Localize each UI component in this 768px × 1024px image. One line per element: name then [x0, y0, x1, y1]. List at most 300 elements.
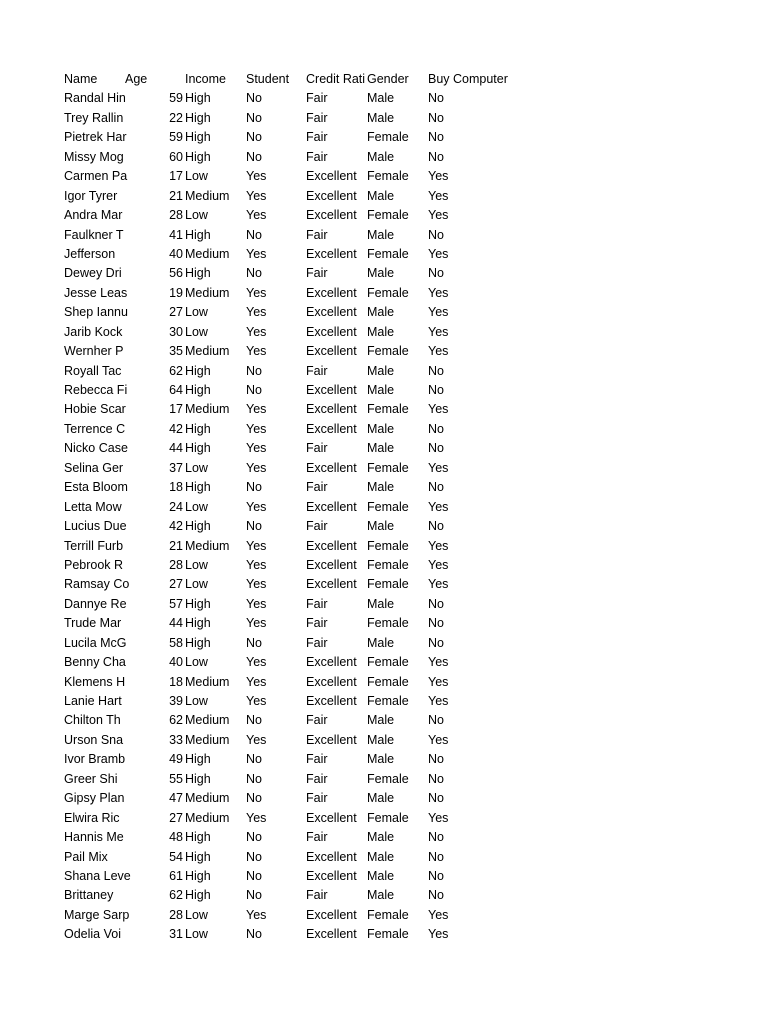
cell-student: Yes — [246, 616, 267, 631]
table-row — [0, 128, 768, 147]
cell-student: No — [246, 868, 262, 883]
cell-name: Hannis Me — [64, 830, 124, 845]
table-row — [0, 303, 768, 322]
cell-student: No — [246, 713, 262, 728]
cell-age: 62 — [169, 363, 183, 378]
table-row — [0, 614, 768, 633]
cell-gender: Female — [367, 927, 409, 942]
cell-gender: Female — [367, 285, 409, 300]
cell-name: Selina Ger — [64, 460, 124, 475]
cell-age: 48 — [169, 830, 183, 845]
cell-gender: Male — [367, 266, 395, 281]
cell-credit-rating: Excellent — [306, 460, 357, 475]
cell-name: Ivor Bramb — [64, 752, 126, 767]
cell-student: Yes — [246, 810, 267, 825]
cell-gender: Male — [367, 752, 395, 767]
cell-age: 27 — [169, 305, 183, 320]
cell-buy-computer: Yes — [428, 499, 449, 514]
cell-income: Medium — [185, 344, 230, 359]
cell-student: Yes — [246, 460, 267, 475]
cell-student: No — [246, 849, 262, 864]
cell-gender: Male — [367, 441, 395, 456]
header-gender: Gender — [367, 72, 409, 86]
cell-name: Trude Mar — [64, 616, 122, 631]
cell-buy-computer: Yes — [428, 694, 449, 708]
cell-gender: Female — [367, 616, 409, 631]
cell-credit-rating: Excellent — [306, 674, 357, 689]
cell-income: Medium — [185, 674, 230, 689]
cell-buy-computer: No — [428, 791, 444, 806]
data-table — [0, 70, 768, 945]
cell-income: Medium — [185, 810, 230, 825]
cell-name: Igor Tyrer — [64, 188, 118, 203]
cell-age: 54 — [169, 849, 183, 864]
cell-age: 49 — [169, 752, 183, 767]
cell-credit-rating: Fair — [306, 616, 328, 631]
table-row — [0, 770, 768, 789]
cell-student: No — [246, 791, 262, 806]
cell-buy-computer: Yes — [428, 324, 449, 339]
table-row — [0, 634, 768, 653]
cell-income: Medium — [185, 713, 230, 728]
cell-age: 44 — [169, 616, 183, 631]
cell-credit-rating: Excellent — [306, 849, 357, 864]
cell-name: Benny Cha — [64, 655, 126, 670]
cell-student: No — [246, 888, 262, 903]
cell-age: 21 — [169, 188, 183, 203]
cell-gender: Female — [367, 694, 409, 708]
cell-credit-rating: Excellent — [306, 208, 357, 223]
cell-gender: Female — [367, 674, 409, 689]
cell-credit-rating: Excellent — [306, 927, 357, 942]
cell-name: Missy Mog — [64, 149, 124, 164]
cell-credit-rating: Fair — [306, 480, 328, 495]
cell-income: High — [185, 830, 211, 845]
cell-buy-computer: Yes — [428, 907, 449, 922]
cell-gender: Male — [367, 596, 395, 611]
cell-gender: Male — [367, 110, 395, 125]
cell-income: High — [185, 130, 211, 145]
cell-income: Medium — [185, 791, 230, 806]
table-row — [0, 653, 768, 672]
cell-credit-rating: Fair — [306, 110, 328, 125]
cell-income: High — [185, 596, 211, 611]
cell-student: Yes — [246, 907, 267, 922]
cell-gender: Female — [367, 344, 409, 359]
cell-student: Yes — [246, 246, 267, 261]
cell-student: No — [246, 130, 262, 145]
cell-credit-rating: Excellent — [306, 538, 357, 553]
cell-credit-rating: Fair — [306, 441, 328, 456]
cell-age: 22 — [169, 110, 183, 125]
cell-buy-computer: Yes — [428, 208, 449, 223]
table-row — [0, 575, 768, 594]
table-row — [0, 167, 768, 186]
cell-student: Yes — [246, 577, 267, 592]
cell-buy-computer: Yes — [428, 577, 449, 592]
cell-age: 24 — [169, 499, 183, 514]
cell-income: High — [185, 421, 211, 436]
cell-income: High — [185, 110, 211, 125]
table-row — [0, 478, 768, 497]
cell-gender: Female — [367, 771, 409, 786]
table-row — [0, 595, 768, 614]
cell-income: High — [185, 888, 211, 903]
cell-gender: Male — [367, 324, 395, 339]
table-body — [0, 89, 768, 944]
cell-student: Yes — [246, 344, 267, 359]
table-row — [0, 420, 768, 439]
cell-name: Dewey Dri — [64, 266, 122, 281]
cell-name: Odelia Voi — [64, 927, 121, 942]
cell-credit-rating: Excellent — [306, 188, 357, 203]
header-buy-computer: Buy Computer — [428, 72, 508, 86]
cell-income: Medium — [185, 402, 230, 417]
cell-buy-computer: Yes — [428, 810, 449, 825]
cell-age: 35 — [169, 344, 183, 359]
cell-name: Brittaney — [64, 888, 114, 903]
cell-student: Yes — [246, 655, 267, 670]
cell-name: Esta Bloom — [64, 480, 128, 495]
cell-buy-computer: No — [428, 868, 444, 883]
cell-buy-computer: Yes — [428, 460, 449, 475]
cell-income: High — [185, 635, 211, 650]
cell-buy-computer: Yes — [428, 674, 449, 689]
cell-gender: Male — [367, 888, 395, 903]
cell-age: 59 — [169, 130, 183, 145]
cell-student: Yes — [246, 188, 267, 203]
table-row — [0, 886, 768, 905]
cell-gender: Male — [367, 868, 395, 883]
cell-gender: Male — [367, 635, 395, 650]
cell-credit-rating: Fair — [306, 363, 328, 378]
cell-buy-computer: Yes — [428, 188, 449, 203]
cell-age: 33 — [169, 732, 183, 747]
cell-credit-rating: Excellent — [306, 285, 357, 300]
cell-income: Low — [185, 169, 208, 184]
cell-credit-rating: Fair — [306, 519, 328, 534]
cell-name: Chilton Th — [64, 713, 121, 728]
cell-income: Low — [185, 655, 208, 670]
cell-gender: Male — [367, 791, 395, 806]
cell-credit-rating: Fair — [306, 266, 328, 281]
cell-student: Yes — [246, 421, 267, 436]
table-row — [0, 848, 768, 867]
cell-name: Jarib Kock — [64, 324, 123, 339]
cell-age: 40 — [169, 655, 183, 670]
cell-buy-computer: No — [428, 635, 444, 650]
cell-buy-computer: No — [428, 130, 444, 145]
cell-name: Andra Mar — [64, 208, 123, 223]
table-row — [0, 731, 768, 750]
cell-credit-rating: Fair — [306, 771, 328, 786]
cell-buy-computer: No — [428, 383, 444, 397]
cell-credit-rating: Excellent — [306, 383, 357, 397]
cell-buy-computer: No — [428, 771, 444, 786]
cell-student: Yes — [246, 324, 267, 339]
header-credit-rating: Credit Rati — [306, 72, 366, 86]
cell-gender: Female — [367, 655, 409, 670]
cell-income: Low — [185, 694, 208, 708]
cell-gender: Male — [367, 188, 395, 203]
cell-buy-computer: No — [428, 752, 444, 767]
cell-credit-rating: Excellent — [306, 810, 357, 825]
cell-credit-rating: Fair — [306, 791, 328, 806]
cell-buy-computer: No — [428, 421, 444, 436]
cell-student: No — [246, 771, 262, 786]
cell-income: High — [185, 441, 211, 456]
cell-income: Medium — [185, 188, 230, 203]
cell-age: 41 — [169, 227, 183, 242]
cell-gender: Female — [367, 169, 409, 184]
cell-name: Greer Shi — [64, 771, 118, 786]
cell-credit-rating: Excellent — [306, 246, 357, 261]
cell-name: Terrence C — [64, 421, 126, 436]
cell-gender: Female — [367, 402, 409, 417]
table-row — [0, 148, 768, 167]
cell-gender: Male — [367, 713, 395, 728]
cell-buy-computer: No — [428, 830, 444, 845]
cell-credit-rating: Excellent — [306, 907, 357, 922]
cell-credit-rating: Fair — [306, 596, 328, 611]
cell-age: 37 — [169, 460, 183, 475]
cell-age: 28 — [169, 557, 183, 572]
cell-age: 61 — [169, 868, 183, 883]
table-row — [0, 342, 768, 361]
cell-credit-rating: Fair — [306, 635, 328, 650]
cell-name: Carmen Pa — [64, 169, 128, 184]
cell-name: Ramsay Co — [64, 577, 130, 592]
cell-gender: Male — [367, 383, 395, 397]
cell-student: No — [246, 519, 262, 534]
cell-credit-rating: Excellent — [306, 344, 357, 359]
cell-name: Faulkner T — [64, 227, 124, 242]
table-row — [0, 439, 768, 458]
table-row — [0, 284, 768, 303]
cell-income: Medium — [185, 285, 230, 300]
cell-credit-rating: Excellent — [306, 655, 357, 670]
cell-gender: Female — [367, 460, 409, 475]
cell-credit-rating: Fair — [306, 227, 328, 242]
cell-student: Yes — [246, 732, 267, 747]
cell-buy-computer: Yes — [428, 169, 449, 184]
cell-name: Marge Sarp — [64, 907, 130, 922]
header-student: Student — [246, 72, 290, 86]
cell-gender: Male — [367, 421, 395, 436]
cell-income: Medium — [185, 246, 230, 261]
cell-gender: Male — [367, 305, 395, 320]
cell-age: 39 — [169, 694, 183, 708]
cell-gender: Male — [367, 227, 395, 242]
cell-name: Trey Rallin — [64, 110, 124, 125]
cell-age: 44 — [169, 441, 183, 456]
cell-income: Low — [185, 557, 208, 572]
cell-buy-computer: Yes — [428, 246, 449, 261]
header-income: Income — [185, 72, 226, 86]
header-age: Age — [125, 72, 148, 86]
table-row — [0, 517, 768, 536]
cell-student: No — [246, 752, 262, 767]
cell-name: Jesse Leas — [64, 285, 128, 300]
cell-income: High — [185, 363, 211, 378]
cell-credit-rating: Fair — [306, 149, 328, 164]
cell-gender: Female — [367, 907, 409, 922]
table-row — [0, 789, 768, 808]
cell-age: 27 — [169, 810, 183, 825]
cell-age: 42 — [169, 519, 183, 534]
cell-student: Yes — [246, 208, 267, 223]
cell-name: Shep Iannu — [64, 305, 128, 320]
table-row — [0, 89, 768, 108]
cell-buy-computer: No — [428, 266, 444, 281]
cell-student: No — [246, 383, 262, 397]
cell-income: Low — [185, 499, 208, 514]
cell-income: Low — [185, 927, 208, 942]
cell-name: Lanie Hart — [64, 694, 122, 708]
header-name: Name — [64, 72, 98, 86]
cell-name: Pail Mix — [64, 849, 108, 864]
table-row — [0, 925, 768, 944]
cell-name: Pietrek Har — [64, 130, 127, 145]
cell-age: 17 — [169, 402, 183, 417]
cell-buy-computer: Yes — [428, 655, 449, 670]
table-row — [0, 206, 768, 225]
cell-credit-rating: Fair — [306, 713, 328, 728]
cell-buy-computer: No — [428, 888, 444, 903]
cell-income: Low — [185, 460, 208, 475]
table-row — [0, 264, 768, 283]
cell-credit-rating: Excellent — [306, 421, 357, 436]
table-row — [0, 498, 768, 517]
header-row — [0, 70, 768, 89]
cell-student: Yes — [246, 694, 267, 708]
table-row — [0, 673, 768, 692]
cell-student: Yes — [246, 285, 267, 300]
cell-name: Lucila McG — [64, 635, 127, 650]
cell-income: High — [185, 752, 211, 767]
cell-credit-rating: Excellent — [306, 694, 357, 708]
cell-student: No — [246, 480, 262, 495]
cell-name: Dannye Re — [64, 596, 127, 611]
cell-student: No — [246, 830, 262, 845]
cell-buy-computer: No — [428, 149, 444, 164]
cell-income: High — [185, 266, 211, 281]
cell-gender: Male — [367, 519, 395, 534]
cell-income: Low — [185, 305, 208, 320]
cell-age: 42 — [169, 421, 183, 436]
cell-buy-computer: Yes — [428, 402, 449, 417]
cell-income: High — [185, 849, 211, 864]
cell-name: Nicko Case — [64, 441, 128, 456]
cell-income: High — [185, 771, 211, 786]
cell-credit-rating: Fair — [306, 830, 328, 845]
table-row — [0, 362, 768, 381]
cell-income: High — [185, 480, 211, 495]
cell-name: Elwira Ric — [64, 810, 120, 825]
table-row — [0, 323, 768, 342]
cell-student: Yes — [246, 441, 267, 456]
cell-name: Pebrook R — [64, 557, 124, 572]
cell-age: 21 — [169, 538, 183, 553]
cell-gender: Male — [367, 849, 395, 864]
table-row — [0, 692, 768, 711]
cell-gender: Male — [367, 830, 395, 845]
cell-buy-computer: Yes — [428, 285, 449, 300]
cell-buy-computer: No — [428, 363, 444, 378]
cell-credit-rating: Fair — [306, 91, 328, 106]
table-row — [0, 537, 768, 556]
table-row — [0, 226, 768, 245]
cell-student: No — [246, 927, 262, 942]
cell-age: 57 — [169, 596, 183, 611]
cell-age: 62 — [169, 888, 183, 903]
table-row — [0, 906, 768, 925]
cell-student: Yes — [246, 305, 267, 320]
cell-buy-computer: No — [428, 480, 444, 495]
table-row — [0, 711, 768, 730]
cell-age: 30 — [169, 324, 183, 339]
cell-income: Medium — [185, 732, 230, 747]
cell-age: 59 — [169, 91, 183, 106]
cell-name: Terrill Furb — [64, 538, 124, 553]
table-row — [0, 245, 768, 264]
cell-student: Yes — [246, 557, 267, 572]
cell-name: Letta Mow — [64, 499, 122, 514]
table-row — [0, 400, 768, 419]
cell-buy-computer: No — [428, 441, 444, 456]
cell-income: High — [185, 616, 211, 631]
cell-credit-rating: Fair — [306, 130, 328, 145]
table-row — [0, 109, 768, 128]
cell-student: No — [246, 635, 262, 650]
cell-student: No — [246, 149, 262, 164]
table-row — [0, 809, 768, 828]
cell-name: Lucius Due — [64, 519, 127, 534]
cell-name: Jefferson — [64, 246, 116, 261]
table-row — [0, 750, 768, 769]
cell-gender: Male — [367, 91, 395, 106]
cell-income: High — [185, 149, 211, 164]
cell-student: No — [246, 227, 262, 242]
cell-income: High — [185, 868, 211, 883]
cell-student: Yes — [246, 402, 267, 417]
cell-age: 31 — [169, 927, 183, 942]
cell-age: 28 — [169, 907, 183, 922]
cell-gender: Male — [367, 732, 395, 747]
cell-student: No — [246, 110, 262, 125]
cell-name: Wernher P — [64, 344, 124, 359]
cell-credit-rating: Excellent — [306, 169, 357, 184]
cell-income: High — [185, 519, 211, 534]
cell-buy-computer: No — [428, 519, 444, 534]
cell-gender: Female — [367, 557, 409, 572]
cell-gender: Female — [367, 208, 409, 223]
cell-age: 19 — [169, 285, 183, 300]
cell-income: High — [185, 227, 211, 242]
cell-age: 18 — [169, 674, 183, 689]
cell-age: 60 — [169, 149, 183, 164]
cell-buy-computer: Yes — [428, 557, 449, 572]
cell-buy-computer: No — [428, 91, 444, 106]
cell-age: 58 — [169, 635, 183, 650]
cell-name: Randal Hin — [64, 91, 126, 106]
cell-name: Shana Leve — [64, 868, 131, 883]
cell-age: 28 — [169, 208, 183, 223]
cell-student: No — [246, 91, 262, 106]
cell-name: Hobie Scar — [64, 402, 126, 417]
cell-buy-computer: Yes — [428, 732, 449, 747]
cell-gender: Female — [367, 577, 409, 592]
